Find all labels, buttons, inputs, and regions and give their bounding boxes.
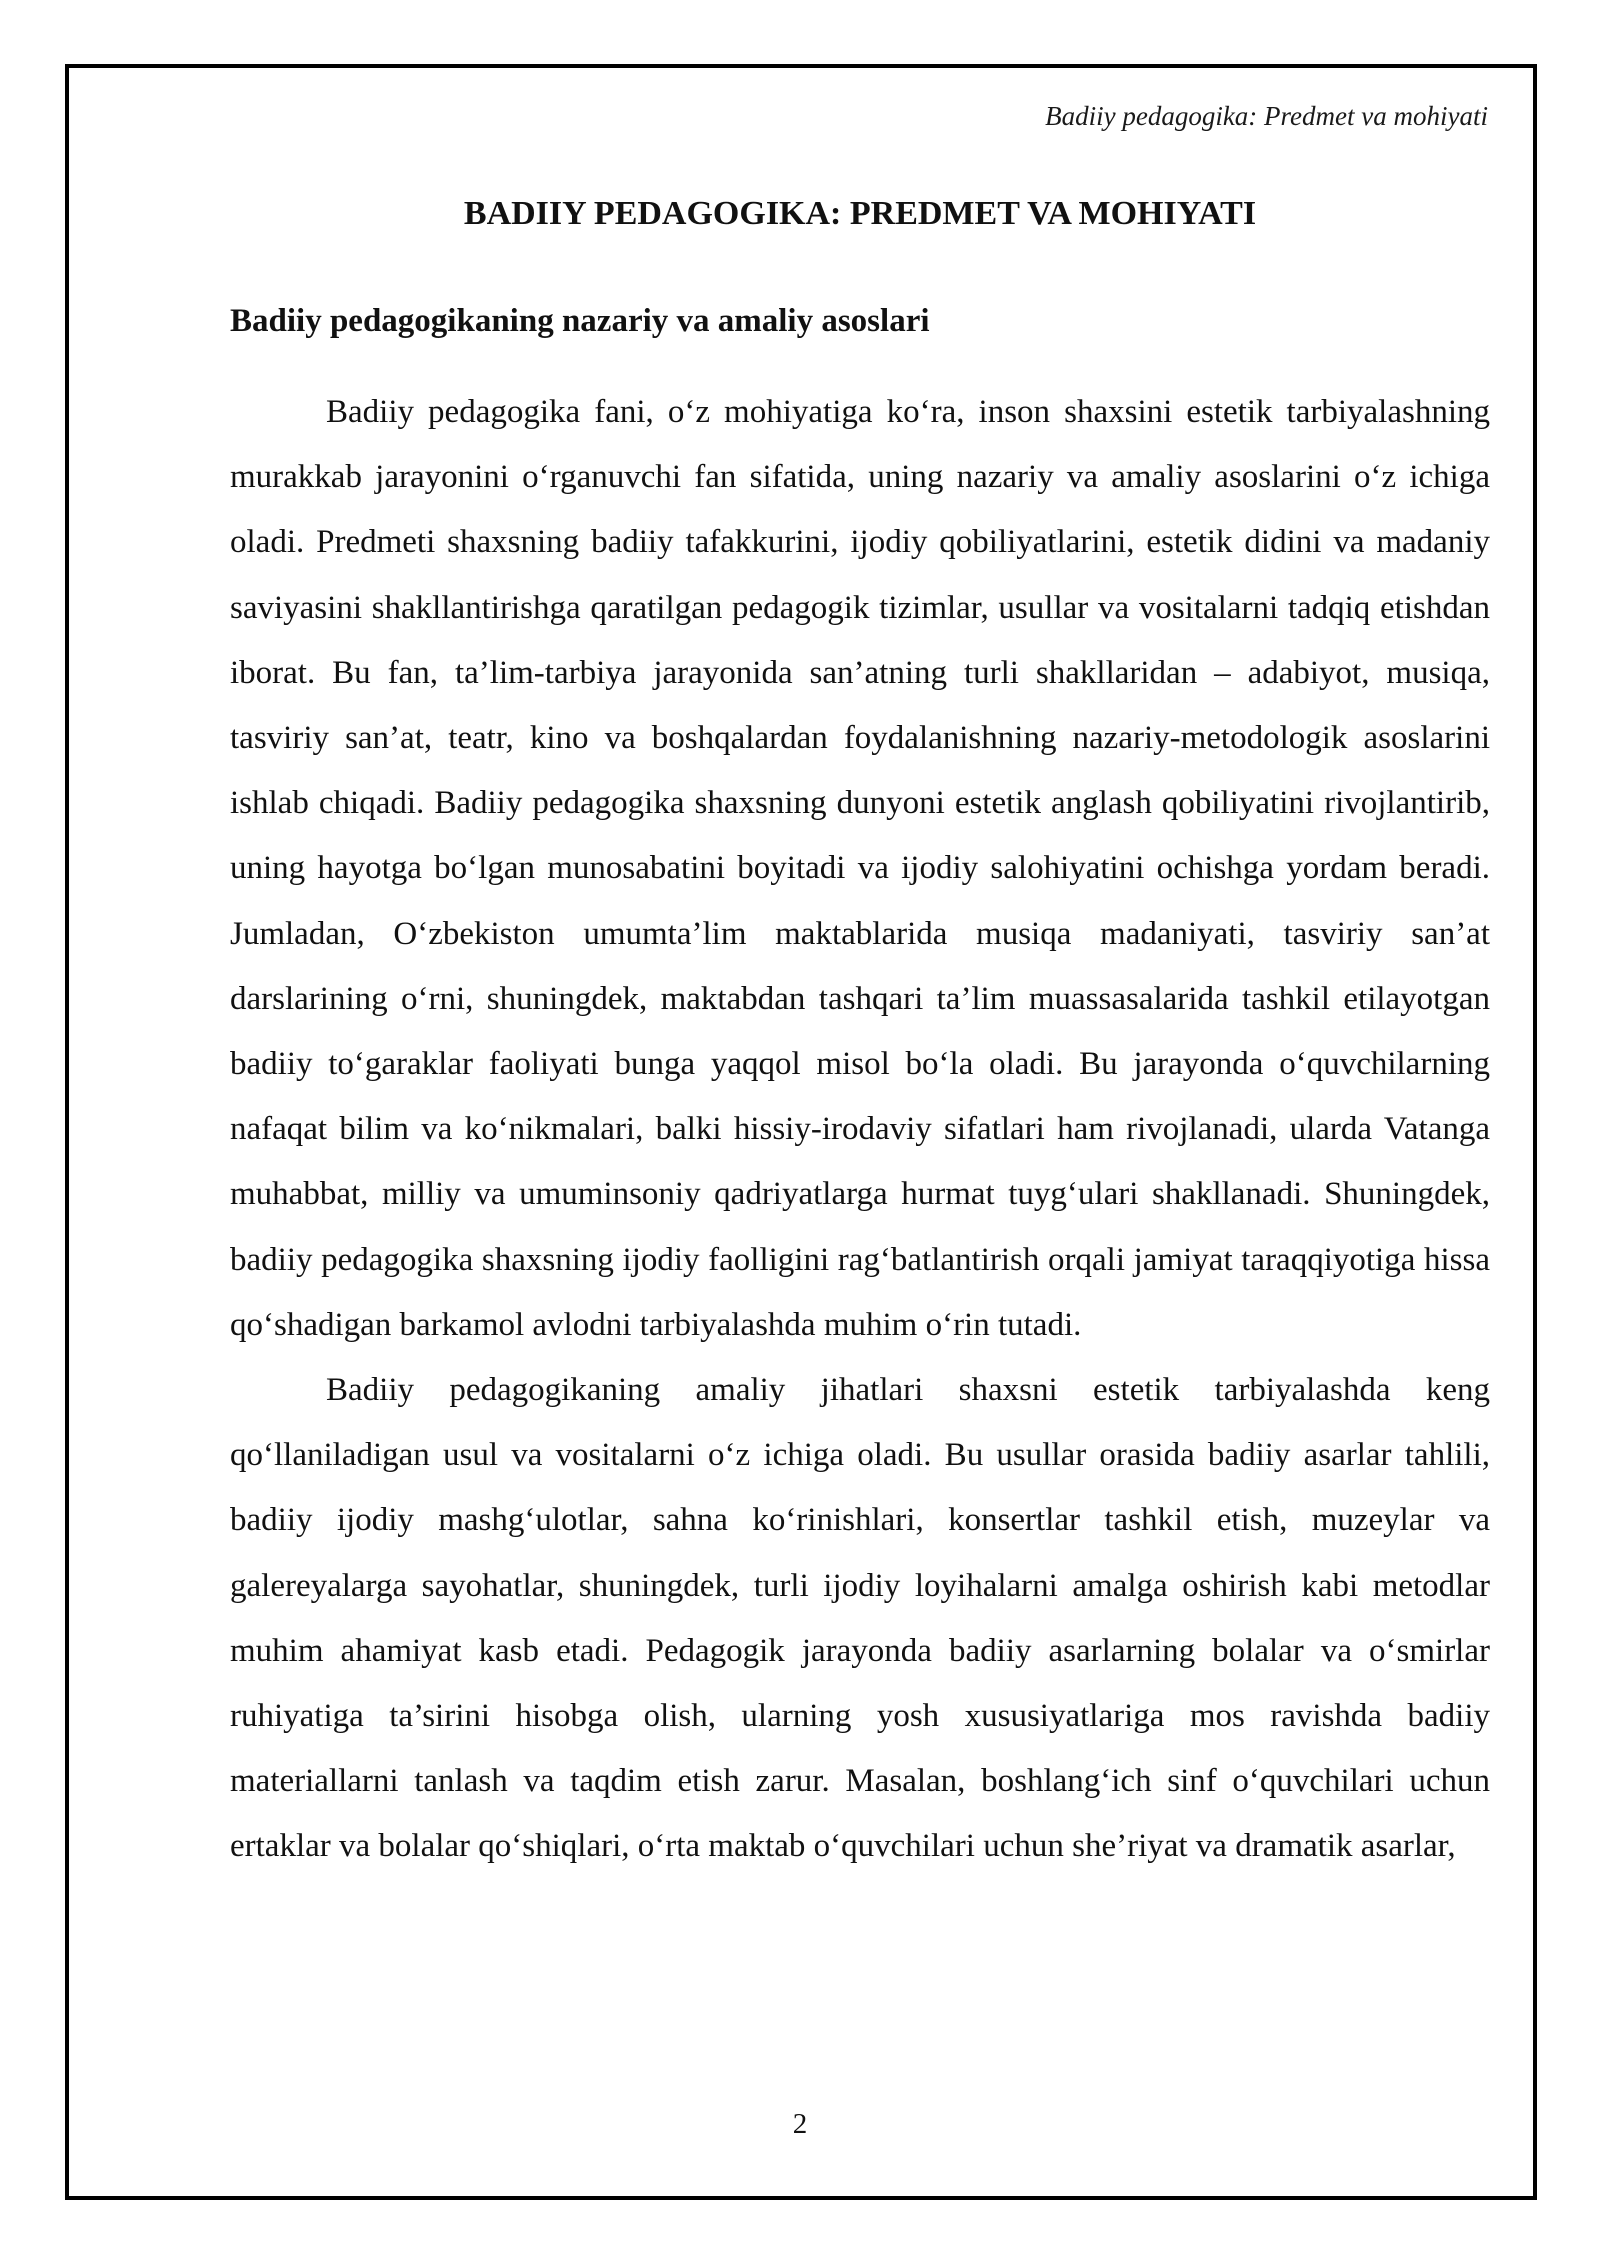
paragraph-2: Badiiy pedagogikaning amaliy jihatlari shaxsni estetik tarbiyalashda keng qo‘llaniladigan usul va vositalarni o‘z ichiga oladi. Bu usullar orasida badiiy asarlar tahlili, badiiy ijodiy mashg‘ulotlar, sahna ko‘rinishlari, konsertlar tashkil etish, muzeylar va galereyalarga sayohatlar, shuningdek, turli ijodiy loyihalarni amalga oshirish kabi metodlar muhim ahamiyat kasb etadi. Pedagogik jarayonda badiiy asarlarning bolalar va o‘smirlar ruhiyatiga ta’sirini hisobga olish, ularning yosh xususiyatlariga mos ravishda badiiy materiallarni tanlash va taqdim etish zarur. Masalan, boshlang‘ich sinf o‘quvchilari uchun ertaklar va bolalar qo‘shiqlari, o‘rta maktab o‘quvchilari uchun she’riyat va dramatik asarlar, <box>230 1372 1490 1865</box>
document-title: BADIIY PEDAGOGIKA: PREDMET VA MOHIYATI <box>463 195 1257 232</box>
section-heading: Badiiy pedagogikaning nazariy va amaliy asoslari <box>230 303 930 339</box>
paragraph-1: Badiiy pedagogika fani, o‘z mohiyatiga ko‘ra, inson shaxsini estetik tarbiyalashning murakkab jarayonini o‘rganuvchi fan sifatida, uning nazariy va amaliy asoslarini o‘z ichiga oladi. Predmeti shaxsning badiiy tafakkurini, ijodiy qobiliyatlarini, estetik didini va madaniy saviyasini shakllantirishga qaratilgan pedagogik tizimlar, usullar va vositalarni tadqiq etishdan iborat. Bu fan, ta’lim-tarbiya jarayonida san’atning turli shakllaridan – adabiyot, musiqa, tasviriy san’at, teatr, kino va boshqalardan foydalanishning nazariy-metodologik asoslarini ishlab chiqadi. Badiiy pedagogika shaxsning dunyoni estetik anglash qobiliyatini rivojlantirib, uning hayotga bo‘lgan munosabatini boyitadi va ijodiy salohiyatini ochishga yordam beradi. Jumladan, O‘zbekiston umumta’lim maktablarida musiqa madaniyati, tasviriy san’at darslarining o‘rni, shuningdek, maktabdan tashqari ta’lim muassasalarida tashkil etilayotgan badiiy to‘garaklar faoliyati bunga yaqqol misol bo‘la oladi. Bu jarayonda o‘quvchilarning nafaqat bilim va ko‘nikmalari, balki hissiy-irodaviy sifatlari ham rivojlanadi, ularda Vatanga muhabbat, milliy va umuminsoniy qadriyatlarga hurmat tuyg‘ulari shakllanadi. Shuningdek, badiiy pedagogika shaxsning ijodiy faolligini rag‘batlantirish orqali jamiyat taraqqiyotiga hissa qo‘shadigan barkamol avlodni tarbiyalashda muhim o‘rin tutadi. <box>230 394 1490 1343</box>
page-number: 2 <box>792 2108 808 2140</box>
body-text <box>230 380 1490 1880</box>
running-header: Badiiy pedagogika: Predmet va mohiyati <box>1045 101 1488 131</box>
